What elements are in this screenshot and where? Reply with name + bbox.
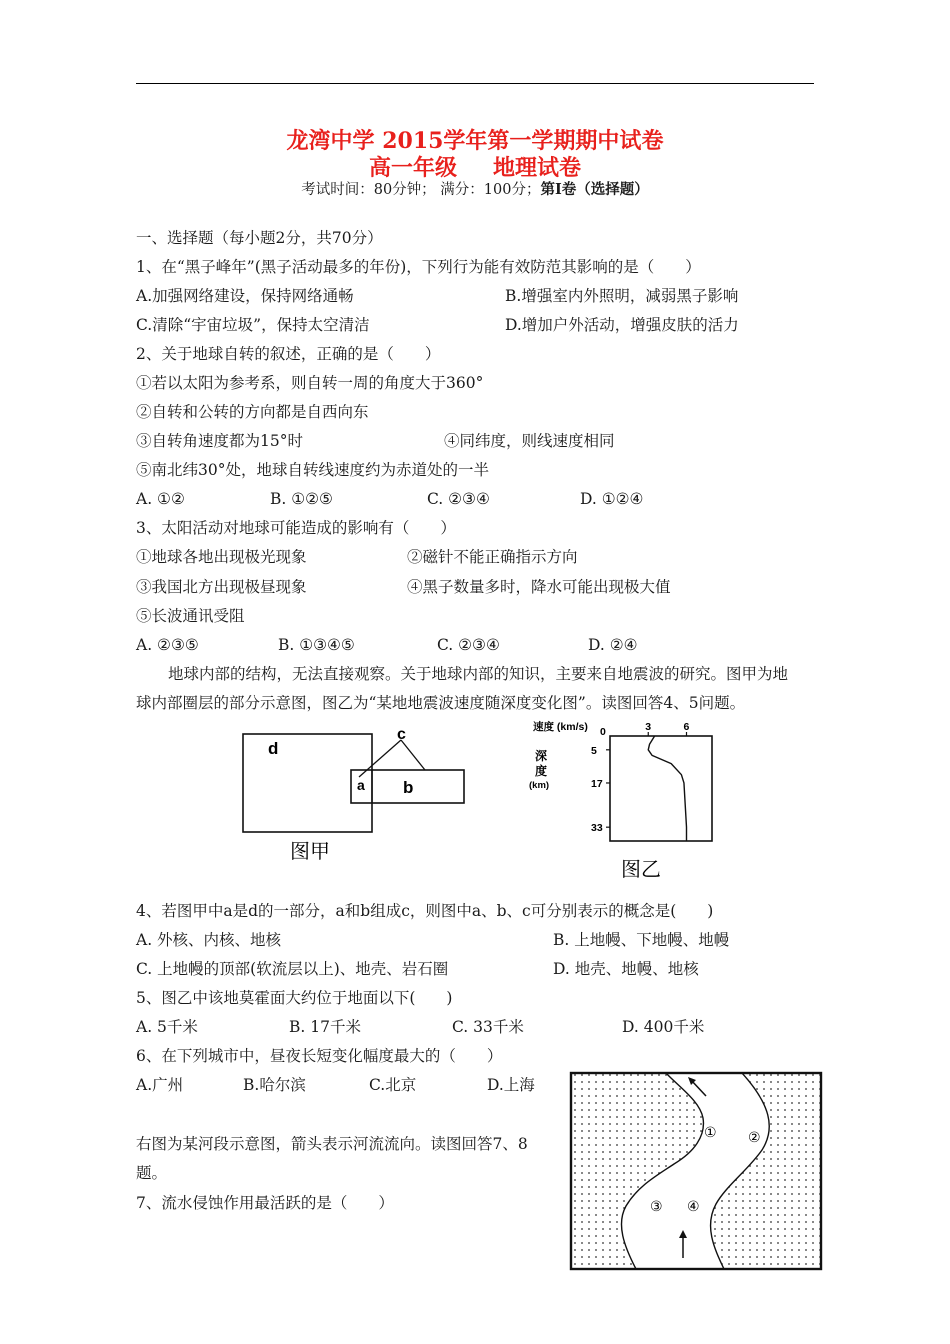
depth-label-1: 深 xyxy=(535,749,548,763)
river-intro-line-1: 右图为某河段示意图，箭头表示河流流向。读图回答7、8 xyxy=(136,1135,528,1153)
y-tick-label: 33 xyxy=(591,822,603,835)
q2-option-a: A. ①② xyxy=(136,490,185,508)
plot-frame xyxy=(610,736,712,841)
passage-line-2: 球内部圈层的部分示意图，图乙为“某地地震波速度随深度变化图”。读图回答4、5问题。 xyxy=(136,694,746,712)
q1-option-d: D.增加户外活动，增强皮肤的活力 xyxy=(505,316,739,334)
q3-statement-5: ⑤长波通讯受阻 xyxy=(136,607,245,625)
q1-option-a: A.加强网络建设，保持网络通畅 xyxy=(136,287,354,305)
rect-d xyxy=(243,734,372,832)
q6-stem: 6、在下列城市中，昼夜长短变化幅度最大的（ ） xyxy=(136,1047,503,1065)
q1-stem: 1、在“黑子峰年”(黑子活动最多的年份)，下列行为能有效防范其影响的是（ ） xyxy=(136,258,701,276)
volume-label: 第Ⅰ卷（选择题） xyxy=(540,181,649,198)
point-2: ② xyxy=(748,1129,761,1145)
q2-statement-4: ④同纬度，则线速度相同 xyxy=(444,432,615,450)
section-heading: 一、选择题（每小题2分，共70分） xyxy=(136,229,383,247)
point-4: ④ xyxy=(687,1198,700,1214)
x-tick-label: 0 xyxy=(600,726,606,738)
y-tick-label: 17 xyxy=(591,777,603,790)
river-figure xyxy=(566,1066,824,1276)
q5-option-c: C. 33千米 xyxy=(452,1018,524,1036)
q2-statement-1: ①若以太阳为参考系，则自转一周的角度大于360° xyxy=(136,374,484,392)
top-rule xyxy=(136,83,814,84)
label-a: a xyxy=(357,777,365,793)
velocity-series-line xyxy=(648,736,686,841)
depth-unit: (km) xyxy=(529,780,550,791)
q6-option-d: D.上海 xyxy=(487,1076,535,1094)
q5-option-d: D. 400千米 xyxy=(622,1018,705,1036)
q1-option-c: C.清除“宇宙垃圾”，保持太空清洁 xyxy=(136,316,370,334)
q2-stem: 2、关于地球自转的叙述，正确的是（ ） xyxy=(136,345,441,363)
q2-option-c: C. ②③④ xyxy=(427,490,490,508)
q5-stem: 5、图乙中该地莫霍面大约位于地面以下( ) xyxy=(136,989,453,1007)
figure-yi-chart xyxy=(525,716,725,884)
q3-statement-2: ②磁针不能正确指示方向 xyxy=(407,548,578,566)
q6-option-c: C.北京 xyxy=(369,1076,417,1094)
q3-option-c: C. ②③④ xyxy=(437,636,500,654)
depth-label-2: 度 xyxy=(535,764,548,778)
label-d: d xyxy=(268,739,279,758)
speed-axis-label: 速度 (km/s) xyxy=(533,721,588,733)
x-tick-label: 6 xyxy=(683,721,690,733)
label-c: c xyxy=(397,726,406,743)
x-tick-label: 3 xyxy=(645,721,652,733)
q3-statement-4: ④黑子数量多时，降水可能出现极大值 xyxy=(407,578,671,596)
bracket-line-right xyxy=(401,740,425,770)
q3-statement-1: ①地球各地出现极光现象 xyxy=(136,548,307,566)
q2-option-d: D. ①②④ xyxy=(580,490,644,508)
q6-option-a: A.广州 xyxy=(136,1076,184,1094)
grade-label: 高一年级 xyxy=(368,155,457,181)
series-group xyxy=(648,736,686,841)
q7-stem: 7、流水侵蚀作用最活跃的是（ ） xyxy=(136,1194,394,1212)
y-tick-label: 5 xyxy=(591,744,597,757)
q4-option-c: C. 上地幔的顶部(软流层以上)、地壳、岩石圈 xyxy=(136,960,449,978)
point-1: ① xyxy=(704,1124,717,1140)
q4-option-a: A. 外核、内核、地核 xyxy=(136,931,282,949)
q5-option-b: B. 17千米 xyxy=(289,1018,361,1036)
q3-statement-3: ③我国北方出现极昼现象 xyxy=(136,578,307,596)
q4-stem: 4、若图甲中a是d的一部分，a和b组成c，则图中a、b、c可分别表示的概念是( ) xyxy=(136,902,714,920)
q3-option-b: B. ①③④⑤ xyxy=(278,636,355,654)
q4-option-b: B. 上地幔、下地幔、地幔 xyxy=(553,931,730,949)
q2-statement-3: ③自转角速度都为15°时 xyxy=(136,432,303,450)
figure-jia xyxy=(230,722,480,872)
q3-stem: 3、太阳活动对地球可能造成的影响有（ ） xyxy=(136,519,456,537)
exam-title: 龙湾中学 2015学年第一学期期中试卷 xyxy=(286,128,664,154)
exam-time: 考试时间：80分钟； xyxy=(301,182,436,198)
full-score: 满分：100分； xyxy=(440,182,541,198)
caption-yi: 图乙 xyxy=(621,859,661,881)
q1-option-b: B.增强室内外照明，减弱黑子影响 xyxy=(505,287,739,305)
q2-statement-2: ②自转和公转的方向都是自西向东 xyxy=(136,403,369,421)
river-intro-line-2: 题。 xyxy=(136,1164,168,1182)
q5-option-a: A. 5千米 xyxy=(136,1018,198,1036)
caption-jia: 图甲 xyxy=(290,841,330,863)
tick-group xyxy=(591,721,690,834)
label-b: b xyxy=(403,778,414,797)
q3-option-a: A. ②③⑤ xyxy=(136,636,199,654)
q4-option-d: D. 地壳、地幔、地核 xyxy=(553,960,699,978)
q6-option-b: B.哈尔滨 xyxy=(243,1076,306,1094)
subject-label: 地理试卷 xyxy=(493,155,582,181)
point-3: ③ xyxy=(650,1198,663,1214)
exam-meta xyxy=(0,178,950,199)
q2-option-b: B. ①②⑤ xyxy=(270,490,333,508)
passage-line-1: 地球内部的结构，无法直接观察。关于地球内部的知识，主要来自地震波的研究。图甲为地 xyxy=(168,665,789,683)
q2-statement-5: ⑤南北纬30°处，地球自转线速度约为赤道处的一半 xyxy=(136,461,489,479)
q3-option-d: D. ②④ xyxy=(588,636,638,654)
